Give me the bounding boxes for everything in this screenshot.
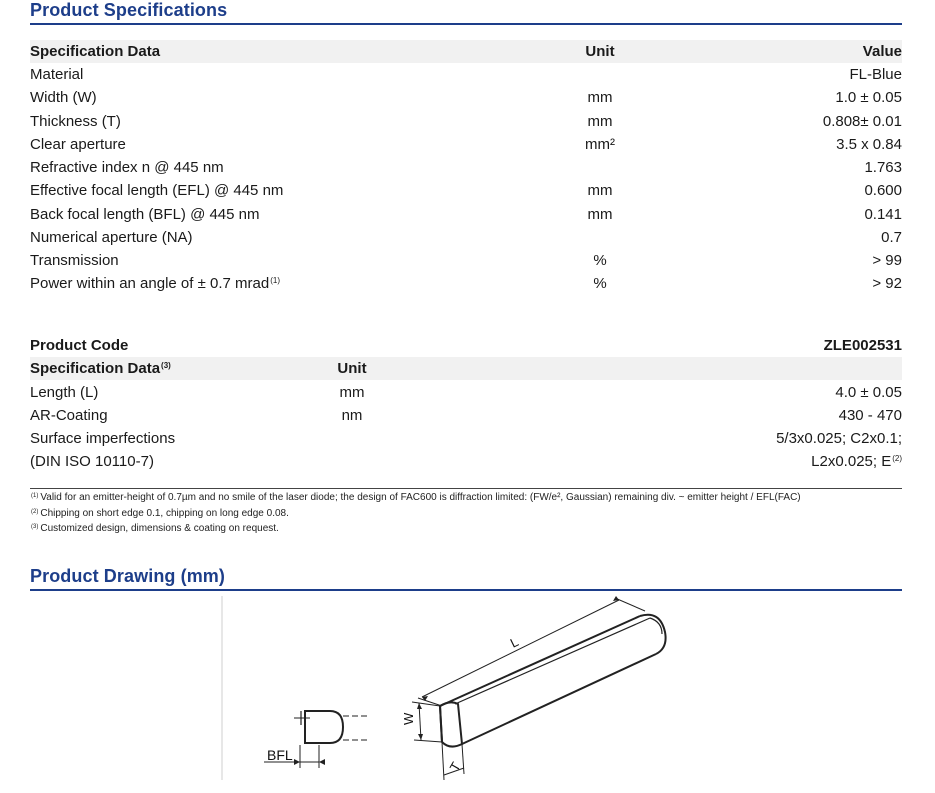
table-row [30,272,902,295]
spec-value: 5/3x0.025; C2x0.1; [776,430,902,447]
footnote [30,522,279,536]
header-spec-data [30,357,171,380]
spec-unit: % [593,275,607,292]
footnote-ref: (3) [161,361,171,370]
table-row [30,381,902,404]
table-row [30,249,902,272]
table-row [30,404,902,427]
bfl-label: BFL [267,747,293,763]
table-row [30,86,902,109]
length-dimension-label: L [507,634,521,651]
thickness-dimension-label: T [446,759,464,774]
lens-profile-shape [305,711,343,743]
spec-unit: nm [341,407,363,424]
table-row [30,156,902,179]
spec-value: 1.0 ± 0.05 [835,89,902,106]
dimension-w [412,702,442,742]
spec-name: Transmission [30,252,119,269]
section-title-specifications: Product Specifications [30,0,228,20]
spec-unit: mm [339,384,365,401]
spec-name [30,272,280,295]
spec-value: > 92 [872,275,902,292]
table-row [30,179,902,202]
footnote-text: Valid for an emitter-height of 0.7µm and no smile of the laser diode; the design of FAC600 is diffraction limited: (FW/e², Gaussian) remaining div. ~ emitter height / EFL(FAC) [40,492,801,503]
spec-name: Surface imperfections [30,430,176,447]
spec-value: 1.763 [864,159,902,176]
spec-unit: mm [587,113,613,130]
header-spec-data-text: Specification Data [30,360,161,377]
footnote-text: Chipping on short edge 0.1, chipping on long edge 0.08. [40,508,289,519]
footnote-mark: (2) [31,509,39,515]
spec-unit: mm² [585,136,615,153]
spec-value: 4.0 ± 0.05 [835,384,902,401]
spec-value: 0.808± 0.01 [822,113,902,130]
footnote-text: Customized design, dimensions & coating on request. [40,523,279,534]
table-row [30,226,902,249]
spec-name: Back focal length (BFL) @ 445 nm [30,206,260,223]
spec-unit: mm [587,182,613,199]
spec-name: Effective focal length (EFL) @ 445 nm [30,182,284,199]
table-row [30,63,902,86]
table-row [30,450,902,473]
spec-value: FL-Blue [849,66,902,83]
product-code-label: Product Code [30,337,129,354]
spec-value: 430 - 470 [838,407,902,424]
footnote-mark: (1) [31,493,39,499]
dimension-l [418,596,645,706]
spec-value: > 99 [872,252,902,269]
table-row [30,203,902,226]
header-unit: Unit [337,360,367,377]
spec-value [811,450,902,473]
header-spec-data: Specification Data [30,43,161,60]
spec-name: Material [30,66,84,83]
lens-3d-view [440,615,666,747]
footnote-ref: (1) [270,276,280,285]
product-code-value: ZLE002531 [823,337,902,354]
product-drawing [0,590,935,790]
section-title-drawing: Product Drawing (mm) [30,566,226,586]
product-code-row [30,334,902,357]
spec-name: Length (L) [30,384,99,401]
width-dimension-label: W [401,712,416,725]
spec-unit: mm [587,206,613,223]
spec-name-text: Power within an angle of ± 0.7 mrad [30,275,270,292]
spec-value: 3.5 x 0.84 [836,136,902,153]
spec-name: AR-Coating [30,407,108,424]
spec-name: Thickness (T) [30,113,121,130]
footnote-rule [30,488,902,489]
table-row [30,110,902,133]
footnote [30,491,801,505]
spec-name: Width (W) [30,89,97,106]
spec-value: 0.141 [864,206,902,223]
header-unit: Unit [585,43,615,60]
spec-value: 0.7 [881,229,902,246]
spec-unit: mm [587,89,613,106]
spec-name: Refractive index n @ 445 nm [30,159,224,176]
footnote-mark: (3) [31,524,39,530]
section-rule [30,23,902,25]
spec-value: 0.600 [864,182,902,199]
spec-table-header [30,40,902,63]
spec-value-text: L2x0.025; E [811,453,892,470]
product-table-header [30,357,902,380]
footnote-ref: (2) [892,454,902,463]
footnote [30,507,289,521]
table-row [30,133,902,156]
spec-unit: % [593,252,607,269]
spec-name: Clear aperture [30,136,126,153]
spec-name: (DIN ISO 10110-7) [30,453,154,470]
spec-name: Numerical aperture (NA) [30,229,193,246]
table-row [30,427,902,450]
header-value: Value [862,43,902,60]
